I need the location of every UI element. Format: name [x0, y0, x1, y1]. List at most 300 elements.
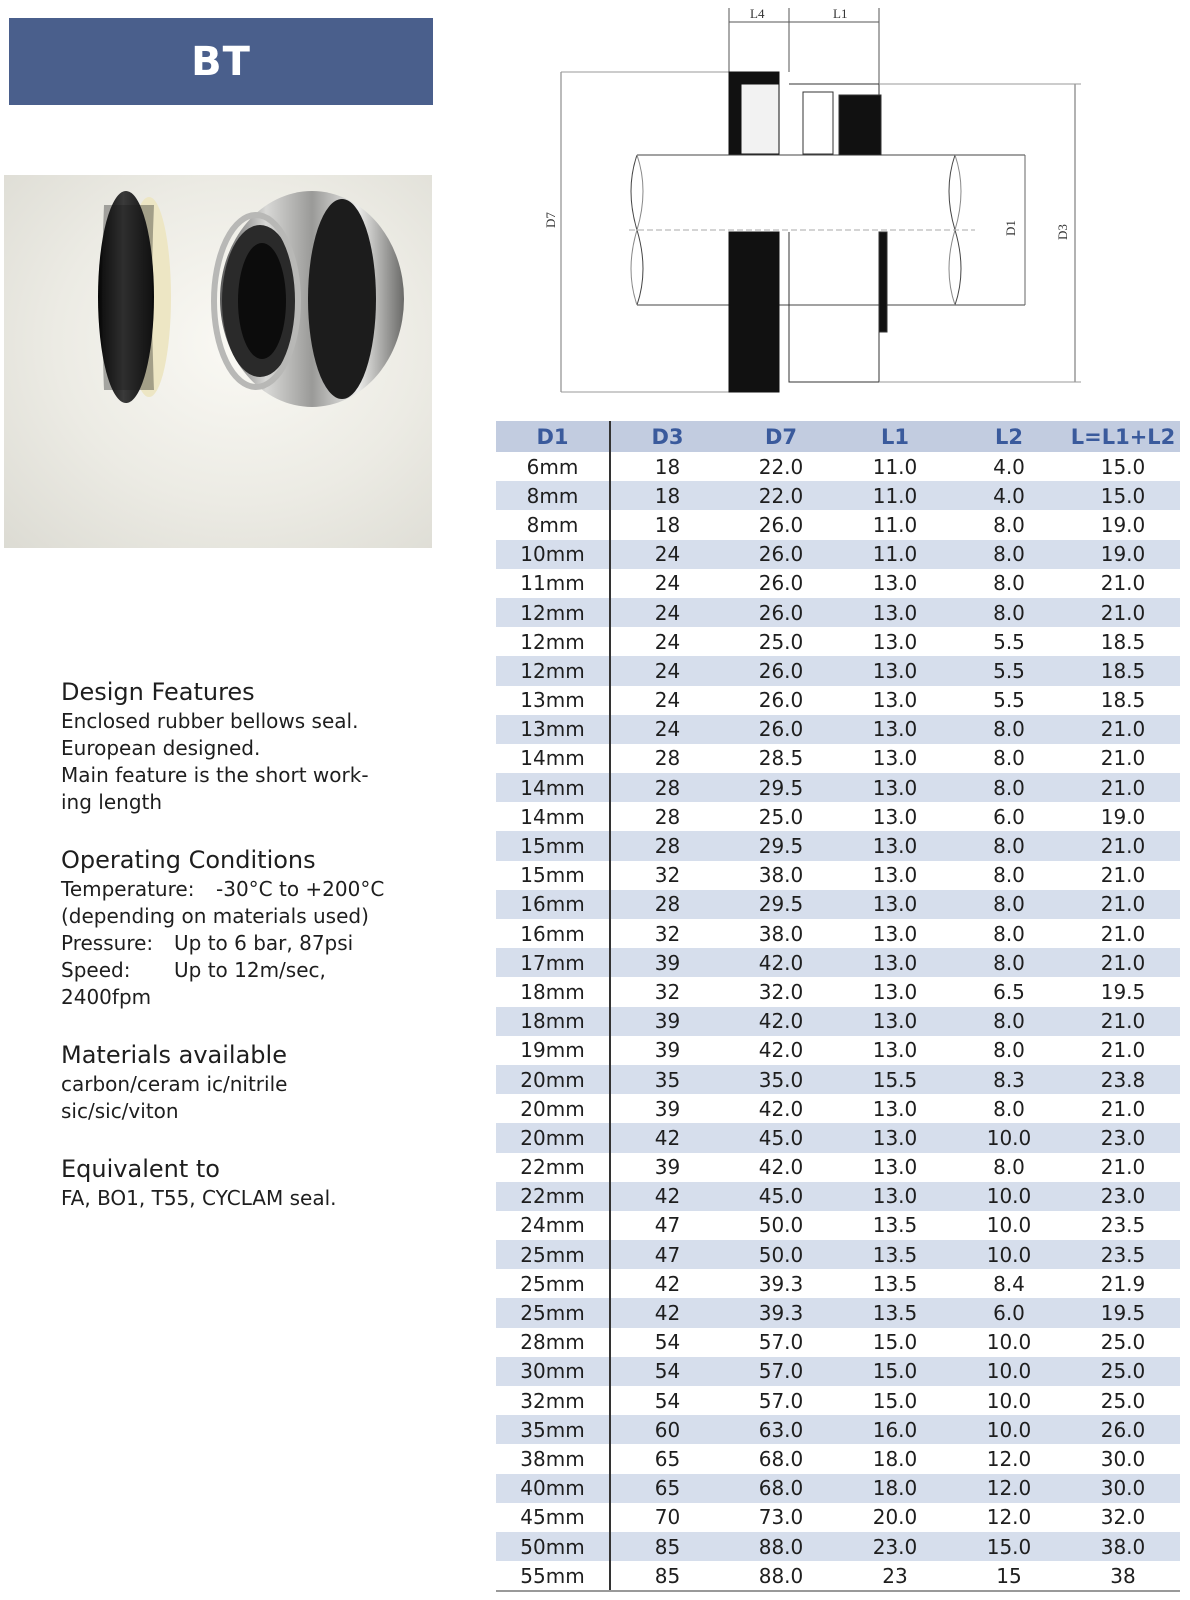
table-cell: 13.5 [872, 1213, 918, 1238]
table-row [496, 452, 1180, 481]
table-cell: 15.5 [838, 1065, 952, 1094]
table-cell: 6mm [496, 452, 610, 481]
table-cell: 8.0 [952, 715, 1066, 744]
table-cell: 19.0 [1100, 804, 1146, 829]
table-cell: 38 [1066, 1561, 1180, 1591]
table-cell: 14mm [496, 802, 610, 831]
table-row [496, 861, 1180, 890]
table-cell: 15.0 [872, 1330, 918, 1355]
table-cell: 13.0 [872, 863, 918, 888]
table-cell: 13.0 [838, 1123, 952, 1152]
table-cell: 8.0 [993, 863, 1025, 888]
table-cell: 23.5 [1100, 1213, 1146, 1238]
speed-value: Up to 12m/sec, [174, 958, 326, 982]
table-row [496, 1123, 1180, 1152]
table-row [496, 569, 1180, 598]
table-cell: 25.0 [1066, 1357, 1180, 1386]
table-cell: 8.0 [952, 890, 1066, 919]
table-cell: 26.0 [758, 512, 804, 537]
table-cell: 47 [654, 1213, 681, 1238]
table-cell: 18mm [496, 977, 610, 1006]
table-row [496, 510, 1180, 539]
table-cell: 13.0 [838, 948, 952, 977]
table-cell: 29.5 [724, 890, 838, 919]
table-cell: 13.0 [872, 1096, 918, 1121]
table-cell: 18.0 [838, 1474, 952, 1503]
table-row [496, 977, 1180, 1006]
table-cell: 54 [610, 1357, 724, 1386]
design-line: Main feature is the short work- [61, 763, 369, 787]
table-cell: 18.0 [872, 1446, 918, 1471]
table-cell: 8.0 [993, 1155, 1025, 1180]
table-cell: 17mm [496, 948, 610, 977]
design-line: European designed. [61, 736, 261, 760]
table-cell: 8.0 [993, 1096, 1025, 1121]
table-cell: 21.0 [1100, 1155, 1146, 1180]
table-cell: 30.0 [1100, 1446, 1146, 1471]
table-cell: 11.0 [872, 454, 918, 479]
table-cell: 13.0 [838, 1007, 952, 1036]
table-cell: 42.0 [758, 1038, 804, 1063]
table-cell: 13.5 [872, 1271, 918, 1296]
table-cell: 32.0 [758, 979, 804, 1004]
table-cell: 10.0 [952, 1357, 1066, 1386]
table-cell: 21.0 [1100, 746, 1146, 771]
table-cell: 85 [610, 1561, 724, 1591]
table-cell: 13.0 [838, 890, 952, 919]
table-cell: 8.0 [993, 746, 1025, 771]
table-cell: 5.5 [952, 656, 1066, 685]
table-cell: 38.0 [1066, 1532, 1180, 1561]
product-photo [4, 175, 432, 548]
table-cell: 68.0 [724, 1474, 838, 1503]
table-cell: 10.0 [952, 1123, 1066, 1152]
table-row [496, 1561, 1180, 1591]
table-cell: 32 [654, 921, 681, 946]
table-cell: 8.0 [993, 512, 1025, 537]
table-cell: 8.0 [952, 598, 1066, 627]
table-cell: 28 [654, 746, 681, 771]
table-cell: 15.0 [838, 1357, 952, 1386]
spec-table-body [496, 452, 1180, 1591]
equivalent-heading: Equivalent to [61, 1155, 220, 1183]
table-cell: 29.5 [724, 831, 838, 860]
table-cell: 13.0 [838, 715, 952, 744]
table-cell: 8.0 [993, 1038, 1025, 1063]
table-cell: 39.3 [758, 1271, 804, 1296]
technical-drawing [545, 0, 1105, 410]
table-cell: 40mm [496, 1474, 610, 1503]
table-cell: 12mm [496, 598, 610, 627]
title-bar [9, 18, 433, 105]
table-cell: 88.0 [724, 1532, 838, 1561]
table-cell: 25.0 [1100, 1330, 1146, 1355]
table-cell: 24 [610, 656, 724, 685]
table-cell: 8.0 [952, 831, 1066, 860]
table-cell: 4.0 [993, 454, 1025, 479]
table-cell: 32 [654, 863, 681, 888]
table-cell: 15mm [496, 861, 610, 890]
table-cell: 21.0 [1100, 571, 1146, 596]
table-cell: 11mm [496, 569, 610, 598]
table-cell: 42 [654, 1271, 681, 1296]
table-cell: 50.0 [724, 1240, 838, 1269]
materials-available [61, 1041, 431, 1125]
column-header: D1 [496, 421, 610, 452]
column-header: D3 [610, 421, 724, 452]
table-row [496, 773, 1180, 802]
table-row [496, 686, 1180, 715]
table-cell: 12.0 [952, 1474, 1066, 1503]
table-cell: 15 [952, 1561, 1066, 1591]
operating-conditions-heading: Operating Conditions [61, 846, 316, 874]
table-cell: 20mm [496, 1065, 610, 1094]
table-row [496, 1503, 1180, 1532]
label-d1: D1 [1003, 220, 1018, 236]
table-cell: 13.0 [872, 571, 918, 596]
table-cell: 50.0 [758, 1213, 804, 1238]
table-cell: 65 [654, 1446, 681, 1471]
table-row [496, 831, 1180, 860]
table-cell: 24 [610, 715, 724, 744]
table-cell: 47 [610, 1240, 724, 1269]
design-line: ing length [61, 790, 163, 814]
table-cell: 30.0 [1066, 1474, 1180, 1503]
table-cell: 70 [654, 1505, 681, 1530]
table-row [496, 656, 1180, 685]
table-cell: 8.0 [952, 773, 1066, 802]
table-cell: 19.5 [1066, 1298, 1180, 1327]
table-cell: 20mm [496, 1094, 610, 1123]
table-cell: 45.0 [724, 1123, 838, 1152]
table-cell: 22.0 [758, 454, 804, 479]
table-header-row [496, 421, 1180, 452]
table-cell: 42.0 [758, 1155, 804, 1180]
table-row [496, 890, 1180, 919]
table-row [496, 1094, 1180, 1123]
table-cell: 25mm [496, 1240, 610, 1269]
table-cell: 25.0 [758, 804, 804, 829]
table-cell: 21.0 [1100, 921, 1146, 946]
table-cell: 23.0 [838, 1532, 952, 1561]
table-cell: 38.0 [758, 921, 804, 946]
table-cell: 11.0 [838, 481, 952, 510]
table-cell: 12mm [496, 627, 610, 656]
table-row [496, 1153, 1180, 1182]
table-cell: 13.0 [872, 804, 918, 829]
page-title: BT [191, 38, 251, 85]
table-cell: 13.0 [872, 688, 918, 713]
temperature-note: (depending on materials used) [61, 904, 369, 928]
table-cell: 42 [610, 1182, 724, 1211]
table-row [496, 1298, 1180, 1327]
table-cell: 6.0 [952, 1298, 1066, 1327]
table-row [496, 1532, 1180, 1561]
table-cell: 8.0 [952, 540, 1066, 569]
table-cell: 73.0 [758, 1505, 804, 1530]
table-cell: 13.0 [872, 629, 918, 654]
table-cell: 13mm [496, 715, 610, 744]
column-header: L1 [838, 421, 952, 452]
table-cell: 60 [610, 1415, 724, 1444]
table-row [496, 802, 1180, 831]
table-cell: 57.0 [724, 1357, 838, 1386]
table-cell: 16mm [496, 890, 610, 919]
table-cell: 15mm [496, 831, 610, 860]
table-cell: 42.0 [758, 1096, 804, 1121]
table-cell: 24 [654, 688, 681, 713]
table-row [496, 1328, 1180, 1357]
table-cell: 28.5 [758, 746, 804, 771]
table-row [496, 1357, 1180, 1386]
table-cell: 21.0 [1066, 948, 1180, 977]
table-row [496, 481, 1180, 510]
table-cell: 4.0 [952, 481, 1066, 510]
table-cell: 21.0 [1066, 598, 1180, 627]
table-cell: 39 [610, 1007, 724, 1036]
table-row [496, 1386, 1180, 1415]
table-cell: 21.0 [1100, 863, 1146, 888]
table-cell: 22.0 [724, 481, 838, 510]
materials-line: sic/sic/viton [61, 1099, 179, 1123]
equivalent-text: FA, BO1, T55, CYCLAM seal. [61, 1186, 337, 1210]
table-cell: 13.0 [838, 1182, 952, 1211]
table-cell: 23.8 [1066, 1065, 1180, 1094]
table-cell: 12.0 [986, 1446, 1032, 1471]
table-row [496, 598, 1180, 627]
table-cell: 21.0 [1066, 715, 1180, 744]
table-cell: 28mm [496, 1328, 610, 1357]
seal-cross-section-diagram [545, 0, 1105, 410]
table-row [496, 1444, 1180, 1473]
table-cell: 28 [654, 804, 681, 829]
table-cell: 14mm [496, 744, 610, 773]
seal-photo-illustration [4, 175, 432, 548]
table-cell: 21.9 [1100, 1271, 1146, 1296]
table-cell: 85 [610, 1532, 724, 1561]
table-cell: 20.0 [872, 1505, 918, 1530]
table-cell: 10.0 [986, 1330, 1032, 1355]
table-cell: 16mm [496, 919, 610, 948]
pressure-row [61, 930, 431, 957]
table-cell: 25.0 [1100, 1388, 1146, 1413]
label-l4: L4 [750, 6, 765, 21]
speed-label: Speed: [61, 958, 131, 982]
table-cell: 13.0 [838, 831, 952, 860]
label-d3: D3 [1055, 224, 1070, 240]
table-cell: 5.5 [993, 629, 1025, 654]
table-cell: 24 [654, 571, 681, 596]
table-cell: 8.0 [952, 948, 1066, 977]
pressure-value: Up to 6 bar, 87psi [174, 931, 354, 955]
table-cell: 26.0 [758, 688, 804, 713]
table-cell: 18.5 [1066, 656, 1180, 685]
table-cell: 13.0 [872, 921, 918, 946]
table-cell: 8.3 [952, 1065, 1066, 1094]
table-cell: 13.0 [838, 773, 952, 802]
materials-line: carbon/ceram ic/nitrile [61, 1072, 288, 1096]
table-cell: 26.0 [758, 571, 804, 596]
speed-value-continued: 2400fpm [61, 985, 152, 1009]
table-cell: 65 [610, 1474, 724, 1503]
table-cell: 35mm [496, 1415, 610, 1444]
table-row [496, 1415, 1180, 1444]
table-cell: 13.0 [872, 746, 918, 771]
table-cell: 25mm [496, 1298, 610, 1327]
spec-table [496, 421, 1180, 1592]
table-cell: 15.0 [1066, 481, 1180, 510]
column-header: L2 [952, 421, 1066, 452]
label-l1: L1 [833, 6, 848, 21]
table-row [496, 1007, 1180, 1036]
table-cell: 21.0 [1066, 773, 1180, 802]
table-cell: 39 [654, 1038, 681, 1063]
temperature-label: Temperature: [61, 877, 195, 901]
table-cell: 13.0 [838, 656, 952, 685]
table-row [496, 540, 1180, 569]
label-d7: D7 [543, 212, 558, 228]
speed-row [61, 957, 431, 984]
table-cell: 21.0 [1066, 831, 1180, 860]
table-cell: 8mm [496, 481, 610, 510]
table-row [496, 1269, 1180, 1298]
table-cell: 21.0 [1100, 1038, 1146, 1063]
table-cell: 21.0 [1100, 1096, 1146, 1121]
table-row [496, 627, 1180, 656]
table-row [496, 744, 1180, 773]
table-cell: 20mm [496, 1123, 610, 1152]
table-cell: 8.0 [993, 921, 1025, 946]
table-cell: 54 [654, 1388, 681, 1413]
table-cell: 28 [610, 773, 724, 802]
table-cell: 8.0 [993, 571, 1025, 596]
table-cell: 23.0 [1066, 1182, 1180, 1211]
table-cell: 26.0 [724, 656, 838, 685]
column-header: D7 [724, 421, 838, 452]
table-cell: 13.5 [838, 1298, 952, 1327]
table-cell: 8mm [496, 510, 610, 539]
table-cell: 10.0 [986, 1388, 1032, 1413]
table-cell: 28 [610, 831, 724, 860]
table-cell: 42.0 [724, 1007, 838, 1036]
table-cell: 26.0 [724, 540, 838, 569]
table-cell: 18.5 [1100, 629, 1146, 654]
table-cell: 57.0 [758, 1330, 804, 1355]
table-cell: 6.0 [993, 804, 1025, 829]
materials-heading: Materials available [61, 1041, 287, 1069]
table-cell: 19.0 [1066, 540, 1180, 569]
table-cell: 19.5 [1100, 979, 1146, 1004]
table-row [496, 948, 1180, 977]
table-cell: 10mm [496, 540, 610, 569]
table-cell: 28 [610, 890, 724, 919]
table-cell: 6.5 [993, 979, 1025, 1004]
table-cell: 24 [654, 629, 681, 654]
table-cell: 10.0 [952, 1415, 1066, 1444]
table-cell: 42 [610, 1298, 724, 1327]
table-cell: 11.0 [872, 512, 918, 537]
table-cell: 23.5 [1066, 1240, 1180, 1269]
table-cell: 30mm [496, 1357, 610, 1386]
table-cell: 18 [654, 512, 681, 537]
table-cell: 15.0 [1100, 454, 1146, 479]
table-cell: 25mm [496, 1269, 610, 1298]
table-cell: 35 [610, 1065, 724, 1094]
table-cell: 39 [654, 1155, 681, 1180]
table-cell: 32 [654, 979, 681, 1004]
table-cell: 12mm [496, 656, 610, 685]
table-cell: 23 [838, 1561, 952, 1591]
design-features-heading: Design Features [61, 678, 255, 706]
table-cell: 55mm [496, 1561, 610, 1591]
table-row [496, 1182, 1180, 1211]
table-row [496, 715, 1180, 744]
table-cell: 18.5 [1100, 688, 1146, 713]
table-cell: 39 [610, 948, 724, 977]
table-cell: 21.0 [1066, 1007, 1180, 1036]
table-row [496, 1036, 1180, 1065]
table-cell: 21.0 [1066, 890, 1180, 919]
table-cell: 50mm [496, 1532, 610, 1561]
table-cell: 15.0 [952, 1532, 1066, 1561]
table-row [496, 1240, 1180, 1269]
design-features [61, 678, 431, 816]
table-cell: 19.0 [1100, 512, 1146, 537]
table-cell: 42.0 [724, 948, 838, 977]
pressure-label: Pressure: [61, 931, 154, 955]
table-cell: 14mm [496, 773, 610, 802]
table-cell: 25.0 [758, 629, 804, 654]
table-row [496, 1211, 1180, 1240]
column-header: L=L1+L2 [1066, 421, 1180, 452]
table-cell: 23.0 [1066, 1123, 1180, 1152]
temperature-value: -30°C to +200°C [216, 877, 385, 901]
table-cell: 45mm [496, 1503, 610, 1532]
features-panel [61, 678, 431, 1242]
table-cell: 22mm [496, 1153, 610, 1182]
table-cell: 42 [610, 1123, 724, 1152]
equivalent-to [61, 1155, 431, 1212]
table-cell: 26.0 [724, 715, 838, 744]
table-cell: 18 [654, 454, 681, 479]
table-cell: 88.0 [724, 1561, 838, 1591]
table-cell: 13.0 [872, 1155, 918, 1180]
table-cell: 39 [654, 1096, 681, 1121]
table-cell: 5.5 [993, 688, 1025, 713]
table-cell: 26.0 [724, 598, 838, 627]
table-cell: 18mm [496, 1007, 610, 1036]
table-cell: 15.0 [872, 1388, 918, 1413]
table-cell: 24 [610, 598, 724, 627]
design-line: Enclosed rubber bellows seal. [61, 709, 359, 733]
operating-conditions [61, 846, 431, 1011]
table-row [496, 919, 1180, 948]
table-cell: 39.3 [724, 1298, 838, 1327]
table-cell: 54 [654, 1330, 681, 1355]
table-cell: 32.0 [1100, 1505, 1146, 1530]
table-cell: 12.0 [986, 1505, 1032, 1530]
table-cell: 8.4 [993, 1271, 1025, 1296]
table-cell: 19mm [496, 1036, 610, 1065]
table-cell: 45.0 [724, 1182, 838, 1211]
table-cell: 38mm [496, 1444, 610, 1473]
table-cell: 38.0 [758, 863, 804, 888]
table-cell: 16.0 [838, 1415, 952, 1444]
table-cell: 10.0 [986, 1213, 1032, 1238]
table-cell: 24mm [496, 1211, 610, 1240]
table-cell: 13.0 [838, 598, 952, 627]
table-cell: 22mm [496, 1182, 610, 1211]
